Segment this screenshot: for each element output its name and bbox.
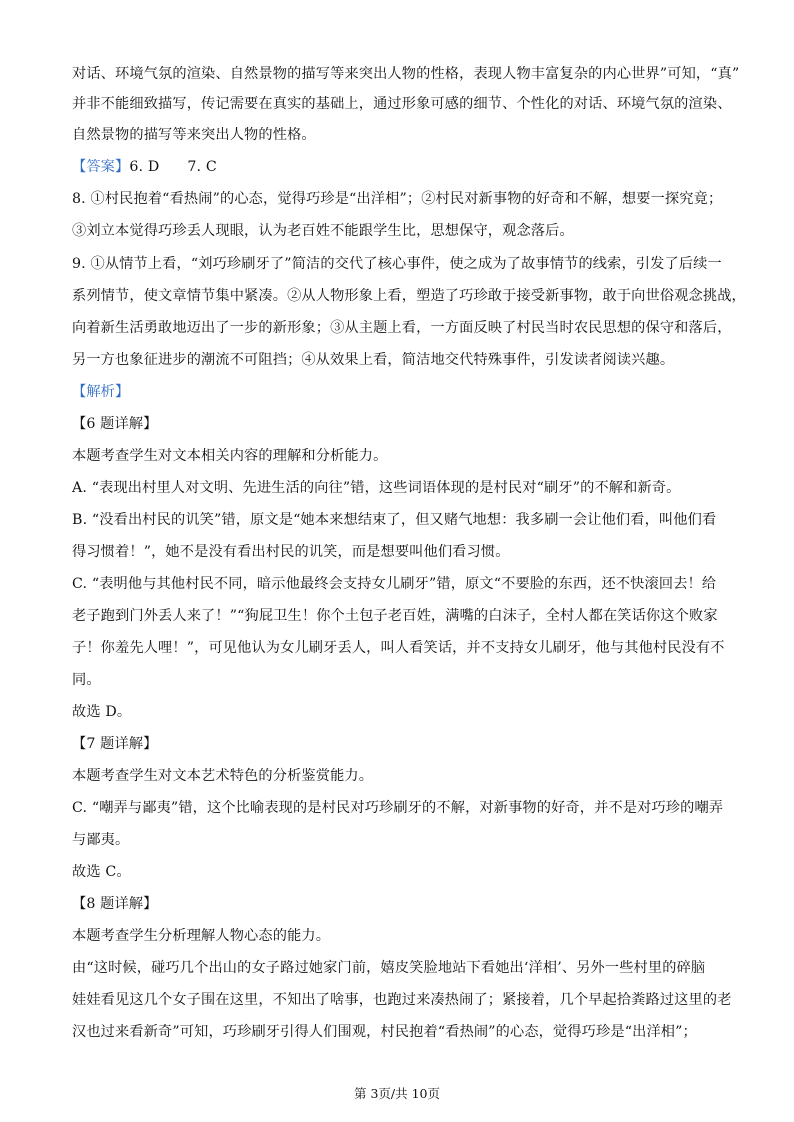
answer-tag: 【答案】 xyxy=(72,159,130,175)
intro-line-2: 并非不能细致描写，传记需要在真实的基础上，通过形象可感的细节、个性化的对话、环境气氛的渲染、 xyxy=(72,96,732,112)
d6-line: A. “表现出村里人对文明、先进生活的向往”错，这些词语体现的是村民对“刷牙”的不解和新奇。 xyxy=(72,480,681,496)
q8-line-2: ③刘立本觉得巧珍丢人现眼，认为老百姓不能跟学生比，思想保守，观念落后。 xyxy=(72,223,574,239)
d7-heading: 【7 题详解】 xyxy=(72,736,158,752)
d6-heading: 【6 题详解】 xyxy=(72,416,158,432)
d8-line: 本题考查学生分析理解人物心态的能力。 xyxy=(72,928,331,944)
d7-conclusion: 故选 C。 xyxy=(72,864,131,880)
q9-line-1: 9. ①从情节上看，“刘巧珍刷牙了”简洁的交代了核心事件，使之成为了故事情节的线索，引发了后续一 xyxy=(72,256,722,272)
q9-line-3: 向着新生活勇敢地迈出了一步的新形象；③从主题上看，一方面反映了村民当时农民思想的保守和落后， xyxy=(72,320,732,336)
d6-line: 本题考查学生对文本相关内容的理解和分析能力。 xyxy=(72,448,388,464)
d7-line: 与鄙夷。 xyxy=(72,832,130,848)
d7-line: C. “嘲弄与鄙夷”错，这个比喻表现的是村民对巧珍刷牙的不解，对新事物的好奇，并不是对巧珍的嘲弄 xyxy=(72,800,724,816)
d8-heading: 【8 题详解】 xyxy=(72,896,158,912)
d8-line: 娃娃看见这几个女子围在这里，不知出了啥事，也跑过来凑热闹了；紧接着，几个早起拾粪路过这里的老 xyxy=(72,992,732,1008)
d6-line: 同。 xyxy=(72,672,101,688)
d8-line: 汉也过来看新奇”可知，巧珍刷牙引得人们围观，村民抱着“看热闹”的心态，觉得巧珍是“出洋相”； xyxy=(72,1024,697,1040)
d6-line: 子！你羞先人哩！”，可见他认为女儿刷牙丢人，叫人看笑话，并不支持女儿刷牙，他与其他村民没有不 xyxy=(72,640,725,656)
answer-line xyxy=(72,157,217,177)
d6-line: 得习惯着！”，她不是没有看出村民的讥笑，而是想要叫他们看习惯。 xyxy=(72,544,510,560)
d6-line: B. “没看出村民的讥笑”错，原文是“她本来想结束了，但又赌气地想：我多刷一会让他们看，叫他们看 xyxy=(72,512,717,528)
d6-conclusion: 故选 D。 xyxy=(72,704,132,720)
page-number: 第 3页/共 10页 xyxy=(353,1086,441,1101)
q8-line-1: 8. ①村民抱着“看热闹”的心态，觉得巧珍是“出洋相”；②村民对新事物的好奇和不解，想要一探究竟； xyxy=(72,191,723,207)
d7-line: 本题考查学生对文本艺术特色的分析鉴赏能力。 xyxy=(72,768,374,784)
q9-line-2: 系列情节，使文章情节集中紧凑。②从人物形象上看，塑造了巧珍敢于接受新事物，敢于向世俗观念挑战， xyxy=(72,288,746,304)
analysis-tag: 【解析】 xyxy=(72,384,130,400)
intro-line-1: 对话、环境气氛的渲染、自然景物的描写等来突出人物的性格，表现人物丰富复杂的内心世界”可知，“真” xyxy=(72,66,740,82)
q9-line-4: 另一方也象征进步的潮流不可阻挡；④从效果上看，简洁地交代特殊事件，引发读者阅读兴趣。 xyxy=(72,352,675,368)
answer-values: 6. D 7. C xyxy=(129,159,217,175)
intro-line-3: 自然景物的描写等来突出人物的性格。 xyxy=(72,127,316,143)
d8-line: 由“这时候，碰巧几个出山的女子路过她家门前，嬉皮笑脸地站下看她出‘洋相’、另外一些村里的碎脑 xyxy=(72,960,706,976)
d6-line: C. “表明他与其他村民不同，暗示他最终会支持女儿刷牙”错，原文“不要脸的东西，还不快滚回去！给 xyxy=(72,576,717,592)
d6-line: 老子跑到门外丢人来了！”“狗屁卫生！你个土包子老百姓，满嘴的白沫子，全村人都在笑话你这个败家 xyxy=(72,608,718,624)
